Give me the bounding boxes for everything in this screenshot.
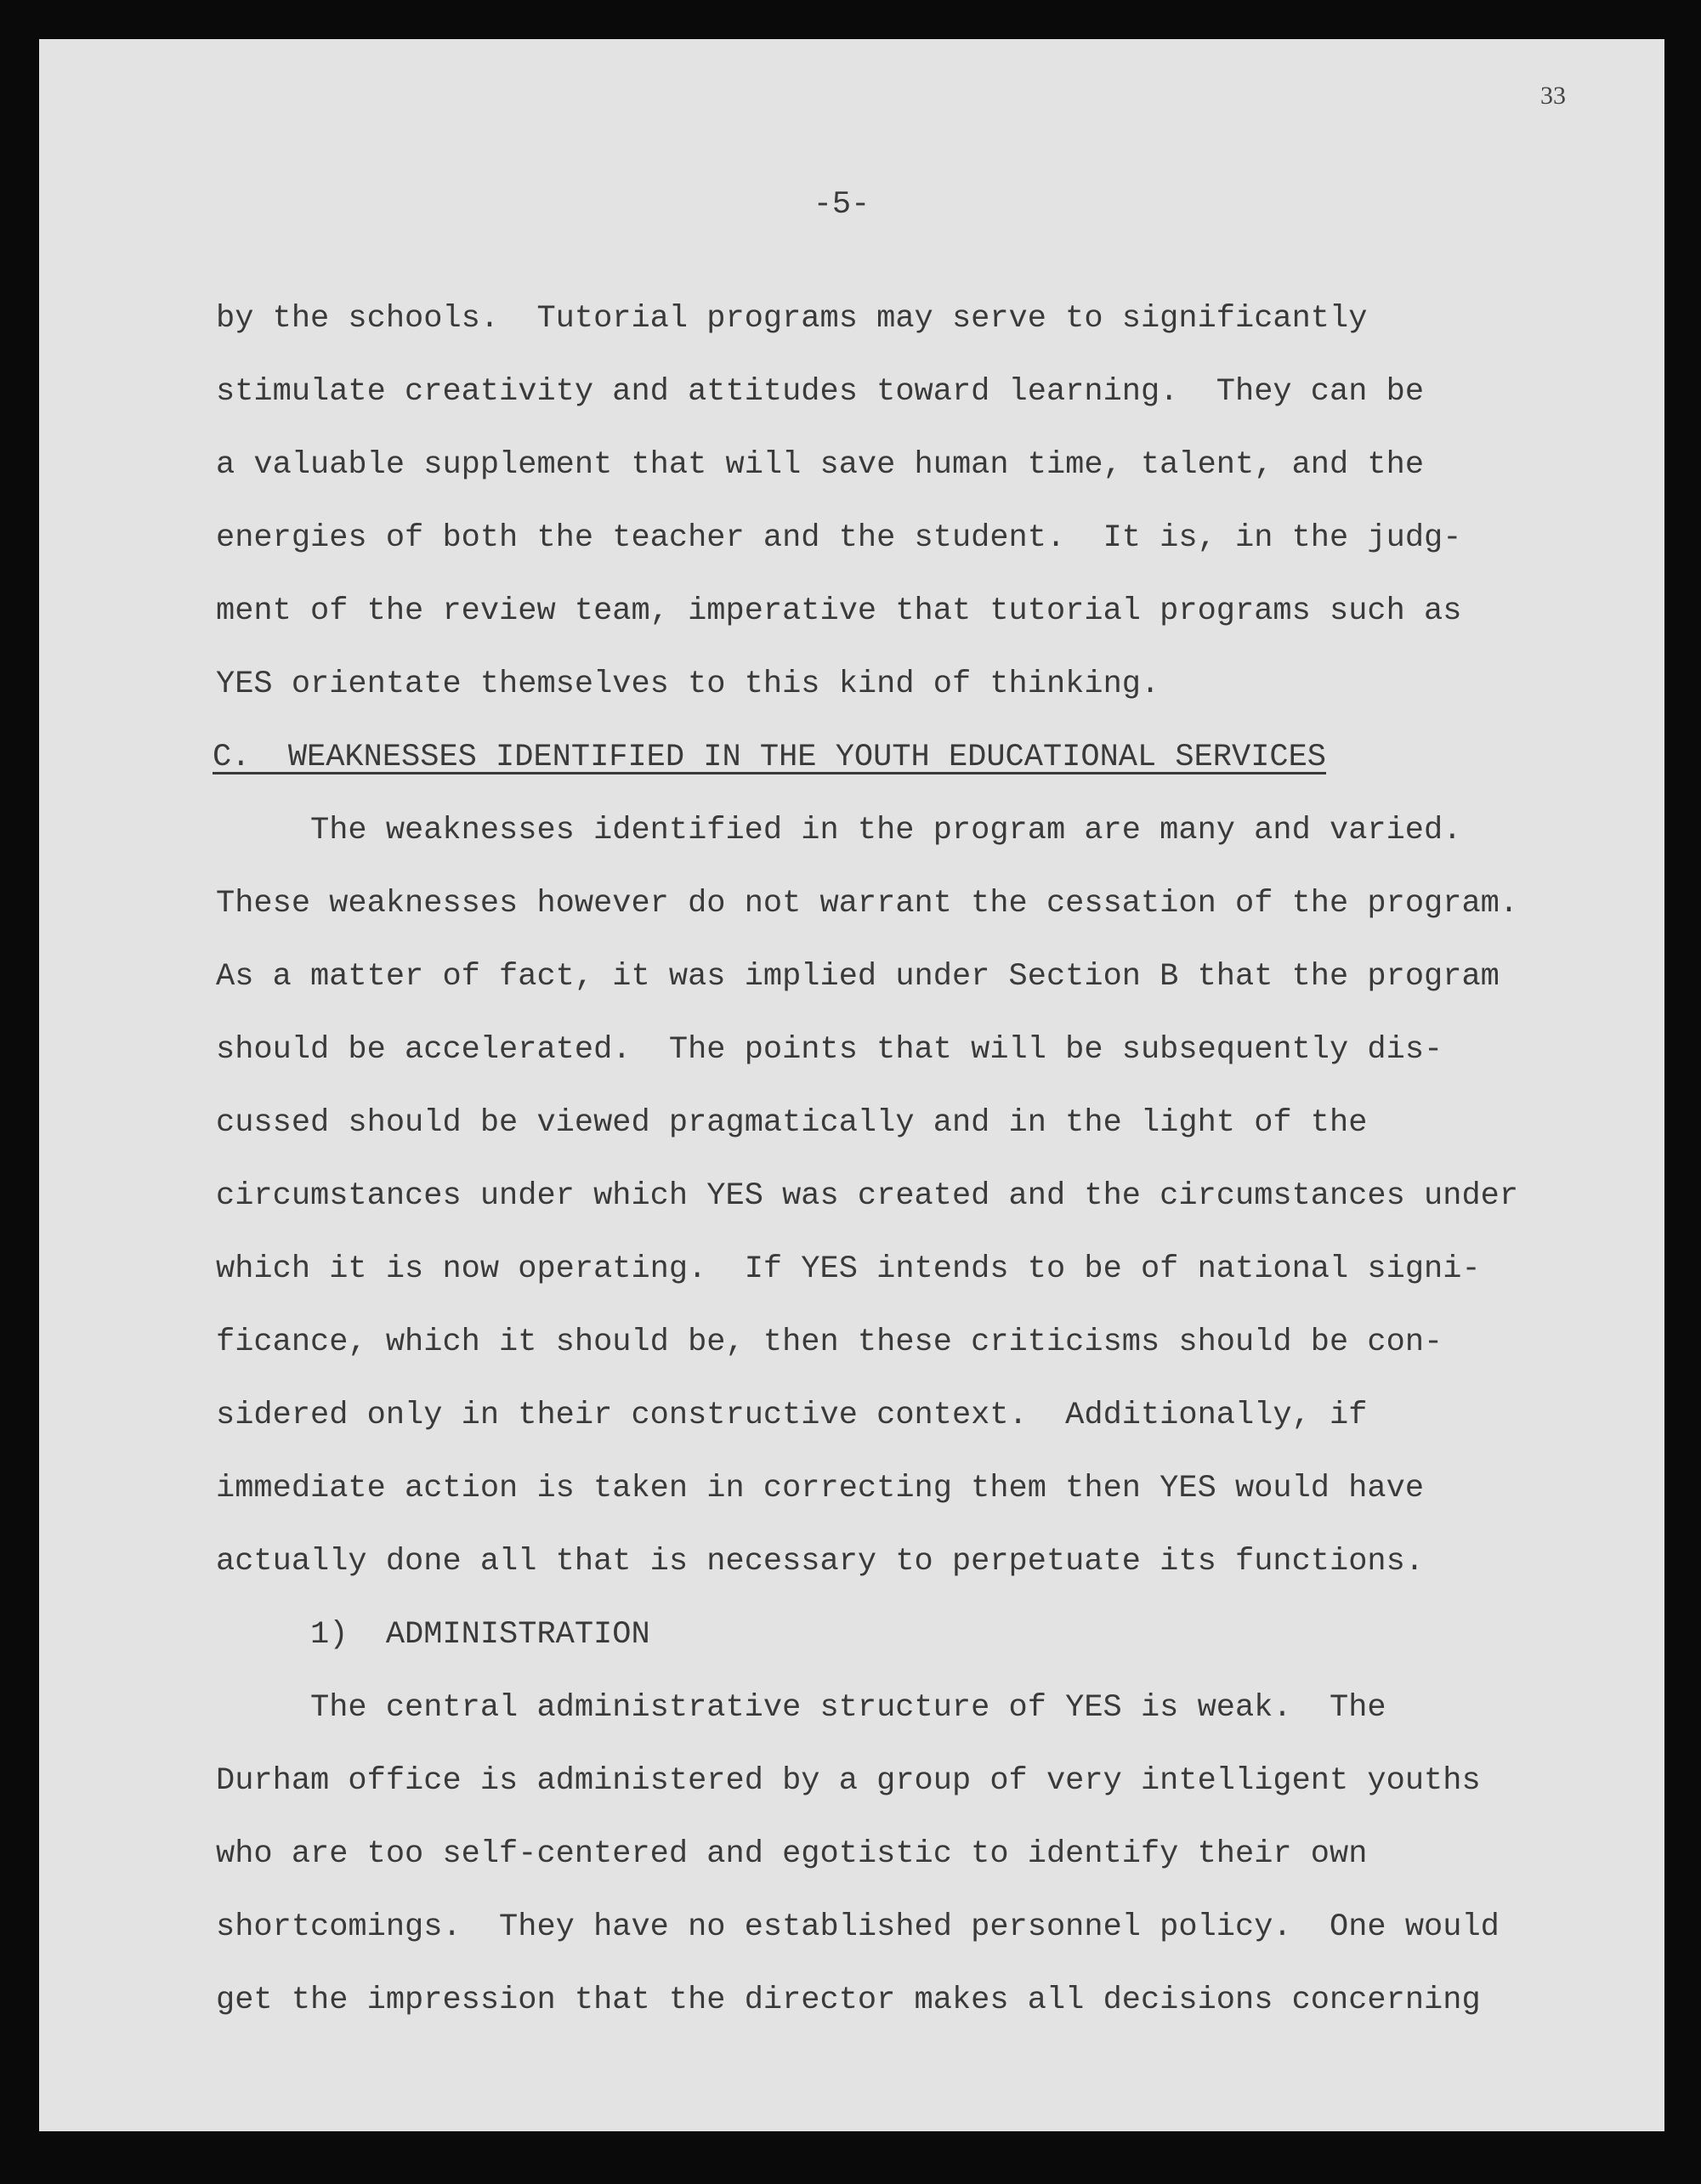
- text-line: ment of the review team, imperative that tutorial programs such as: [216, 593, 1462, 629]
- text-line: get the impression that the director makes all decisions concerning: [216, 1983, 1481, 2018]
- text-line: The weaknesses identified in the program are many and varied.: [310, 813, 1462, 848]
- text-line: The central administrative structure of YES is weak. The: [310, 1690, 1386, 1726]
- text-line: energies of both the teacher and the student. It is, in the judg-: [216, 520, 1462, 556]
- text-line: As a matter of fact, it was implied under Section B that the program: [216, 959, 1500, 995]
- section-heading: C. WEAKNESSES IDENTIFIED IN THE YOUTH EDUCATIONAL SERVICES: [213, 740, 1327, 775]
- text-line: Durham office is administered by a group of very intelligent youths: [216, 1763, 1481, 1799]
- page-label: -5-: [813, 187, 870, 223]
- text-line: YES orientate themselves to this kind of thinking.: [216, 667, 1160, 702]
- text-line: should be accelerated. The points that will be subsequently dis-: [216, 1032, 1443, 1068]
- text-line: shortcomings. They have no established personnel policy. One would: [216, 1909, 1500, 1945]
- text-line: who are too self-centered and egotistic to identify their own: [216, 1836, 1368, 1872]
- document-body: [213, 282, 1519, 2037]
- text-line: stimulate creativity and attitudes toward learning. They can be: [216, 374, 1425, 410]
- text-line: cussed should be viewed pragmatically and in the light of the: [216, 1105, 1368, 1141]
- text-line: a valuable supplement that will save human time, talent, and the: [216, 447, 1425, 483]
- page-number: 33: [1540, 82, 1566, 110]
- subsection-heading: 1) ADMINISTRATION: [310, 1617, 650, 1653]
- text-line: ficance, which it should be, then these criticisms should be con-: [216, 1325, 1443, 1360]
- text-line: immediate action is taken in correcting them then YES would have: [216, 1471, 1425, 1506]
- text-line: sidered only in their constructive context. Additionally, if: [216, 1398, 1368, 1433]
- text-line: actually done all that is necessary to perpetuate its functions.: [216, 1544, 1425, 1580]
- text-line: circumstances under which YES was created and the circumstances under: [216, 1178, 1519, 1214]
- text-line: by the schools. Tutorial programs may serve to significantly: [216, 301, 1368, 337]
- text-line: These weaknesses however do not warrant the cessation of the program.: [216, 886, 1519, 922]
- text-line: which it is now operating. If YES intends to be of national signi-: [216, 1251, 1481, 1287]
